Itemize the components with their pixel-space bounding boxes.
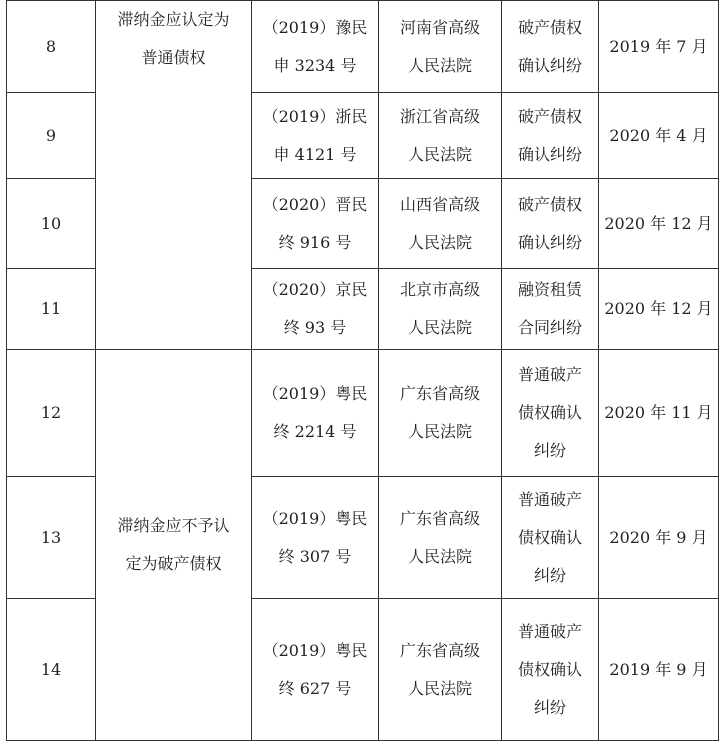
date: 2020 年 9 月 [599,477,719,599]
cause-line: 破产债权 [517,194,582,214]
row-number: 8 [7,1,96,93]
court-line: 北京市高级 [399,280,480,299]
case-line: （2019）粤民 [262,640,368,660]
court-line: 人民法院 [407,232,472,252]
group-a-cell [96,1,252,350]
cause-line: 普通破产 [517,365,582,384]
cause-line: 普通破产 [517,621,582,641]
case-line: 申 4121 号 [273,144,357,164]
court [379,93,502,179]
cause-line: 确认纠纷 [517,55,582,75]
case-line: （2019）粤民 [262,508,368,528]
cause-line: 纠纷 [533,441,566,460]
court [379,350,502,477]
cause-line: 破产债权 [517,106,582,126]
cause-line: 确认纠纷 [517,144,582,164]
case-line: （2019）豫民 [262,17,368,37]
row-number: 10 [7,179,96,269]
case-line: 终 916 号 [278,232,352,252]
case-number [252,477,379,599]
cause [502,1,599,93]
cause-line: 破产债权 [517,17,582,37]
group-b-line: 滞纳金应不予认 [117,516,230,535]
row-number: 9 [7,93,96,179]
court-line: 人民法院 [407,678,472,698]
court-line: 人民法院 [407,318,472,337]
cause [502,269,599,350]
court-line: 人民法院 [407,55,472,75]
cause-line: 债权确认 [517,403,582,422]
cause-line: 合同纠纷 [517,318,582,337]
cause [502,477,599,599]
court-line: 人民法院 [407,422,472,441]
case-number [252,599,379,741]
cause [502,93,599,179]
cause-line: 债权确认 [517,527,582,547]
group-b-line: 定为破产债权 [125,554,222,573]
cause-line: 纠纷 [533,565,566,585]
case-line: 终 93 号 [283,318,347,337]
court-line: 山西省高级 [399,194,480,214]
case-line: 申 3234 号 [273,55,357,75]
court-line: 广东省高级 [399,384,480,403]
cause-line: 纠纷 [533,697,566,717]
court-line: 河南省高级 [399,17,480,37]
case-number [252,179,379,269]
case-number [252,269,379,350]
court [379,1,502,93]
date: 2019 年 7 月 [599,1,719,93]
table-row [7,350,719,477]
date: 2020 年 11 月 [599,350,719,477]
cause-line: 确认纠纷 [517,232,582,252]
cause [502,179,599,269]
group-b-cell [96,350,252,741]
case-line: （2019）粤民 [262,384,368,403]
judgment-table [6,0,719,741]
court-line: 广东省高级 [399,508,480,528]
cause-line: 普通破产 [517,489,582,509]
cause [502,350,599,477]
date: 2019 年 9 月 [599,599,719,741]
case-line: （2020）晋民 [262,194,368,214]
court [379,477,502,599]
date: 2020 年 4 月 [599,93,719,179]
case-number [252,93,379,179]
court-line: 广东省高级 [399,640,480,660]
cause-line: 融资租赁 [517,280,582,299]
date: 2020 年 12 月 [599,269,719,350]
court-line: 人民法院 [407,144,472,164]
case-line: 终 627 号 [278,678,352,698]
court-line: 浙江省高级 [399,106,480,126]
case-line: （2020）京民 [262,280,368,299]
row-number: 12 [7,350,96,477]
row-number: 13 [7,477,96,599]
cause-line: 债权确认 [517,659,582,679]
table-row [7,1,719,93]
court [379,269,502,350]
group-a-line: 滞纳金应认定为 [117,10,230,29]
group-a-line: 普通债权 [141,48,206,67]
case-number [252,350,379,477]
date: 2020 年 12 月 [599,179,719,269]
case-line: 终 307 号 [278,546,352,566]
row-number: 11 [7,269,96,350]
case-line: 终 2214 号 [273,422,357,441]
cause [502,599,599,741]
court [379,599,502,741]
court-line: 人民法院 [407,546,472,566]
case-line: （2019）浙民 [262,106,368,126]
row-number: 14 [7,599,96,741]
court [379,179,502,269]
case-number [252,1,379,93]
